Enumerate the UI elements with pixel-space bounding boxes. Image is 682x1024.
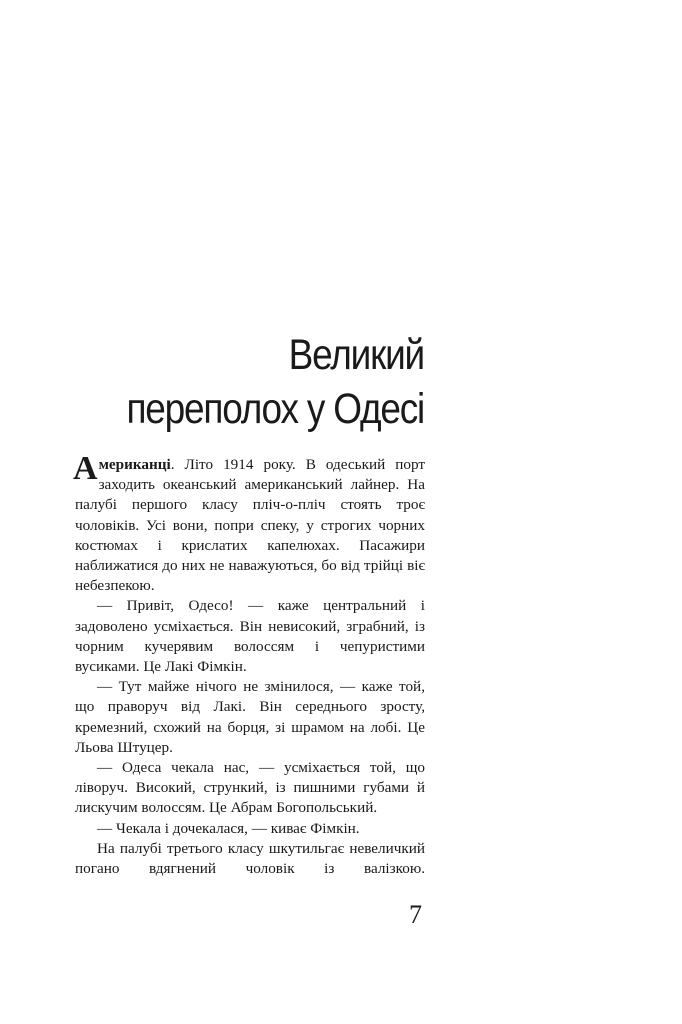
lead-word: мериканці: [98, 456, 171, 473]
paragraph-5: — Чекала і дочекалася, — киває Фімкін.: [97, 819, 360, 837]
paragraph-6: На палубі третього класу шкутильгає невеличкий погано вдягнений чоловік із валізкою.: [75, 839, 425, 878]
page-number: 7: [409, 900, 422, 929]
chapter-title: [114, 328, 424, 436]
paragraph-4: — Одеса чекала нас, — усміхається той, що ліворуч. Високий, стрункий, із пишними губами й лискучим волоссям. Це Абрам Богопольський.: [75, 759, 425, 817]
paragraph-2: — Привіт, Одесо! — каже центральний і задоволено усміхається. Він невисокий, зграбний, із чорним кучерявим волоссям і чепуристими вусиками. Це Лакі Фімкін.: [75, 597, 425, 676]
paragraph-1-text: . Літо 1914 року. В одеський порт заходить океанський американський лайнер. На палубі першого класу пліч-о-пліч стоять троє чоловіків. Усі вони, попри спеку, у строгих чорних костюмах і крислатих капелюхах. Пасажири наближатися до них не наважуються, бо від трійці віє небезпекою.: [75, 456, 425, 595]
drop-cap: А: [73, 450, 98, 487]
chapter-body: [75, 451, 425, 879]
chapter-title-line-2: переполох у Одесі: [126, 385, 424, 433]
paragraph-1: [73, 450, 425, 596]
chapter-title-line-1: Великий: [288, 331, 424, 379]
paragraph-3: — Тут майже нічого не змінилося, — каже той, що праворуч від Лакі. Він середнього зросту, кремезний, схожий на борця, зі шрамом на лобі. Це Льова Штуцер.: [75, 678, 425, 756]
